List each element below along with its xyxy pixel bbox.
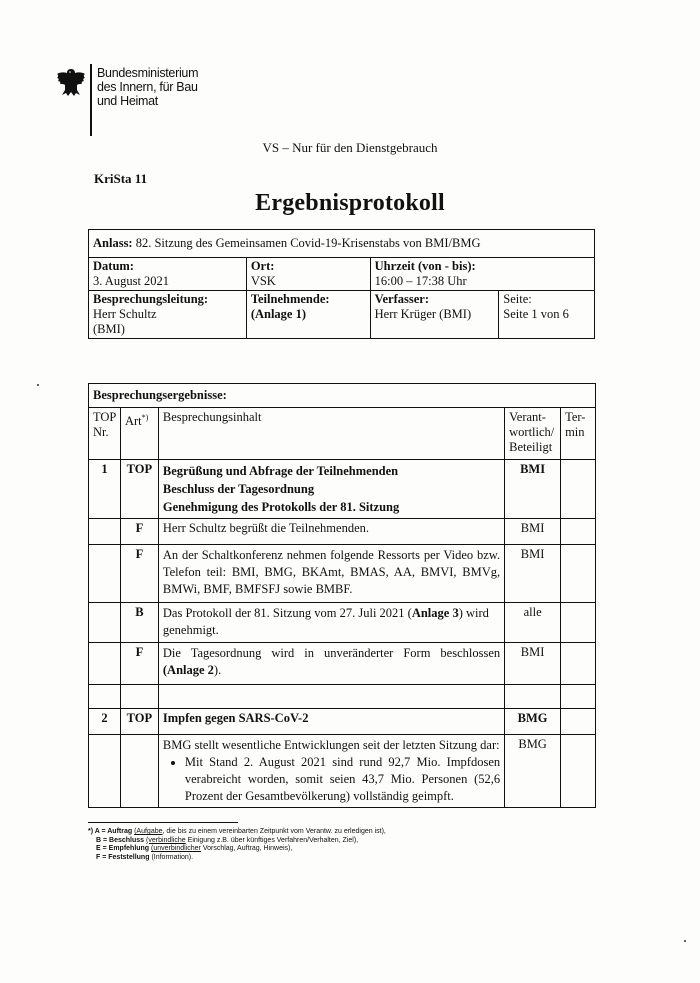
uhrzeit-label: Uhrzeit (von - bis):: [374, 259, 476, 273]
header-verantwortlich: Verant-wortlich/ Beteiligt: [505, 408, 561, 460]
header-art-footnote-mark: *): [141, 413, 149, 422]
row-f3-art: F: [120, 643, 158, 685]
top1-line-2: Beschluss der Tagesordnung: [162, 482, 315, 496]
header-inhalt: Besprechungsinhalt: [158, 408, 504, 460]
footnote-a-mark: *) A = Auftrag: [88, 828, 133, 835]
teilnehmende-value: (Anlage 1): [250, 307, 307, 321]
footnote-f-rest: (Information).: [151, 853, 194, 861]
meeting-meta-table: [88, 229, 595, 339]
classification-notice: VS – Nur für den Dienstgebrauch: [262, 140, 438, 155]
datum-cell: [89, 258, 247, 291]
empty-row-cell-2: [120, 685, 158, 709]
verfasser-value: Herr Krüger (BMI): [374, 307, 472, 321]
seite-cell: [499, 291, 595, 339]
footnote-b: [88, 837, 386, 846]
row-bmg-content: [158, 735, 504, 808]
top1-nr: 1: [89, 460, 121, 519]
header-art: [120, 408, 158, 460]
footnote-e-mark: E = Empfehlung: [96, 845, 150, 852]
federal-eagle-icon: [56, 66, 86, 98]
ministry-line-2: des Innern, für Bau: [97, 80, 198, 94]
top1-art: TOP: [120, 460, 158, 519]
footnote-f: [88, 854, 386, 863]
row-b-art: B: [120, 603, 158, 643]
row-bmg-art: [120, 735, 158, 808]
seite-value: Seite 1 von 6: [503, 307, 569, 321]
footnote-b-underlined: (verbindliche: [146, 836, 186, 844]
row-f3-text-post: ).: [213, 663, 222, 677]
row-f2-art: F: [120, 545, 158, 603]
uhrzeit-value: 16:00 – 17:38 Uhr: [374, 274, 467, 288]
row-bmg-termin: [561, 735, 596, 808]
leitung-cell: [89, 291, 247, 339]
row-b-text-bold: Anlage 3: [411, 606, 459, 620]
footnote-f-mark: F = Feststellung: [96, 853, 150, 861]
row-f1-termin: [561, 519, 596, 545]
datum-value: 3. August 2021: [93, 274, 170, 288]
row-f3-termin: [561, 643, 596, 685]
results-table: [88, 383, 596, 808]
row-f1-responsible: BMI: [505, 519, 561, 545]
footnote-b-rest: Einigung z.B. über künftiges Verfahren/Verhalten, Ziel),: [187, 836, 359, 844]
header-termin: Ter-min: [561, 408, 596, 460]
ort-label: Ort:: [250, 259, 275, 273]
row-b-termin: [561, 603, 596, 643]
row-f2-nr: [89, 545, 121, 603]
top1-line-1: Begrüßung und Abfrage der Teilnehmenden: [162, 464, 399, 478]
scan-speck: [684, 940, 686, 942]
row-f3-text-pre: Die Tagesordnung wird in unveränderter Form beschlossen: [162, 646, 501, 660]
bmg-bullet-list: [163, 754, 500, 805]
ministry-name: [97, 66, 198, 108]
top1-responsible: BMI: [505, 460, 561, 519]
scan-speck: [37, 384, 39, 386]
top2-nr: 2: [89, 709, 121, 735]
footnote-e: [88, 845, 386, 854]
teilnehmende-label: Teilnehmende:: [250, 292, 330, 306]
row-b-responsible: alle: [505, 603, 561, 643]
top1-line-3: Genehmigung des Protokolls der 81. Sitzung: [162, 500, 400, 514]
empty-row-cell-1: [89, 685, 121, 709]
row-f1-art: F: [120, 519, 158, 545]
row-f3-responsible: BMI: [505, 643, 561, 685]
footnote-e-rest: Vorschlag, Auftrag, Hinweis),: [202, 845, 293, 852]
row-f2-responsible: BMI: [505, 545, 561, 603]
footnote-e-underlined: (unverbindlicher: [151, 845, 201, 852]
footnote-a-rest: , die bis zu einem vereinbarten Zeitpunkt vom Verantw. zu erledigen ist),: [162, 828, 386, 835]
footnote-a-underlined: (Aufgabe: [134, 828, 163, 835]
empty-row-cell-3: [158, 685, 504, 709]
leitung-org: (BMI): [93, 322, 125, 336]
seite-label: Seite:: [503, 292, 532, 306]
header-divider: [90, 64, 92, 136]
ministry-line-3: und Heimat: [97, 94, 158, 108]
row-f2-termin: [561, 545, 596, 603]
top2-art: TOP: [120, 709, 158, 735]
footnotes: [88, 828, 386, 862]
uhrzeit-cell: [370, 258, 594, 291]
document-code: KriSta 11: [94, 171, 148, 186]
row-bmg-responsible: BMG: [505, 735, 561, 808]
row-f1-text: Herr Schultz begrüßt die Teilnehmenden.: [158, 519, 504, 545]
row-f3-nr: [89, 643, 121, 685]
row-f2-text: An der Schaltkonferenz nehmen folgende Ressorts per Video bzw. Telefon teil: BMI, BMG, BKAmt, BMAS, AA, BMVI, BMVg, BMWi, BMF, BMFSFJ sowie BMBF.: [158, 545, 504, 603]
top2-termin: [561, 709, 596, 735]
row-f3-text-bold: (Anlage 2: [162, 663, 214, 677]
verfasser-label: Verfasser:: [374, 292, 430, 306]
empty-row-cell-5: [561, 685, 596, 709]
row-bmg-intro: BMG stellt wesentliche Entwicklungen seit der letzten Sitzung dar:: [162, 738, 500, 752]
row-b-text-pre: Das Protokoll der 81. Sitzung vom 27. Juli 2021 (: [162, 606, 412, 620]
datum-label: Datum:: [93, 259, 134, 273]
top1-termin: [561, 460, 596, 519]
bmg-bullet-item: • Mit Stand 2. August 2021 sind rund 92,7 Mio. Impfdosen verabreicht worden, somit seien 43,7 Mio. Personen (52,6 Prozent der Gesamtbevölkerung) vollständig geimpft.: [185, 754, 500, 805]
footnote-separator: [88, 822, 238, 823]
row-b-text-post: ) wird genehmigt.: [162, 606, 489, 637]
top1-content: [158, 460, 504, 519]
top2-title: Impfen gegen SARS-CoV-2: [158, 709, 504, 735]
footnote-a: [88, 828, 386, 837]
verfasser-cell: [370, 291, 499, 339]
page-title: Ergebnisprotokoll: [255, 190, 445, 216]
row-b-nr: [89, 603, 121, 643]
top2-responsible: BMG: [505, 709, 561, 735]
leitung-value: Herr Schultz: [93, 307, 157, 321]
teilnehmende-cell: [246, 291, 370, 339]
row-bmg-nr: [89, 735, 121, 808]
results-section-title: Besprechungsergebnisse:: [89, 384, 596, 408]
leitung-label: Besprechungsleitung:: [93, 292, 209, 306]
ort-cell: [246, 258, 370, 291]
footnote-b-mark: B = Beschluss: [96, 836, 145, 844]
row-b-text: [158, 603, 504, 643]
row-f3-text: [158, 643, 504, 685]
ministry-line-1: Bundesministerium: [97, 66, 199, 80]
header-art-label: Art: [124, 414, 142, 429]
header-top-nr: TOP Nr.: [89, 408, 121, 460]
anlass-cell: [89, 230, 595, 258]
anlass-value: 82. Sitzung des Gemeinsamen Covid-19-Krisenstabs von BMI/BMG: [135, 236, 481, 250]
empty-row-cell-4: [505, 685, 561, 709]
ort-value: VSK: [250, 274, 276, 288]
anlass-label: Anlass:: [93, 236, 133, 250]
row-f1-nr: [89, 519, 121, 545]
